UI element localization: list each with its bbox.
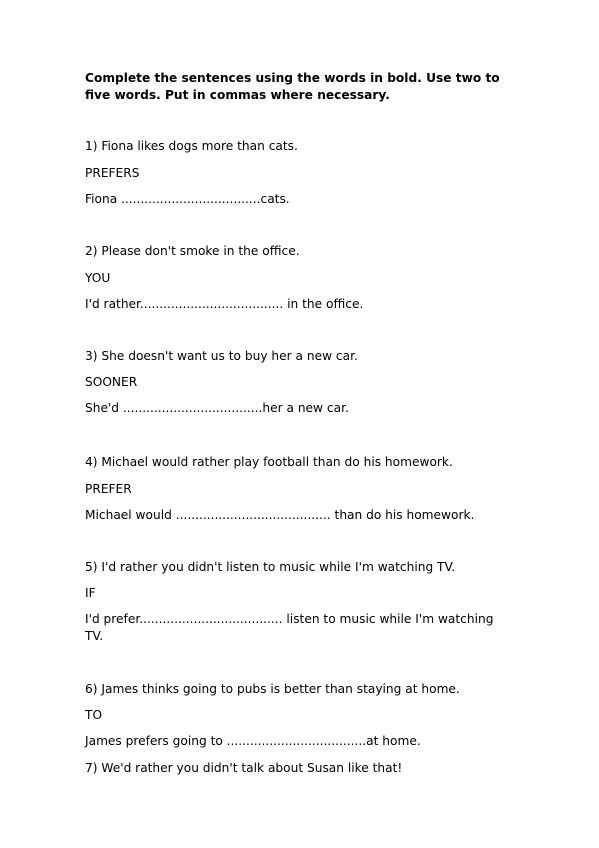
question-4-keyword: PREFER: [85, 482, 132, 496]
question-4-answer-line: Michael would ........................................ than do his homework.: [85, 508, 475, 522]
question-7-prompt: 7) We'd rather you didn't talk about Susan like that!: [85, 761, 403, 775]
question-3-keyword: SOONER: [85, 375, 138, 389]
question-3-answer-line: She'd ....................................her a new car.: [85, 401, 349, 415]
question-6-answer-line: James prefers going to ....................................at home.: [85, 734, 421, 748]
question-2-answer-line: I'd rather..................................... in the office.: [85, 297, 364, 311]
question-3-prompt: 3) She doesn't want us to buy her a new car.: [85, 349, 358, 363]
question-6-prompt: 6) James thinks going to pubs is better than staying at home.: [85, 682, 460, 696]
question-5-prompt: 5) I'd rather you didn't listen to music while I'm watching TV.: [85, 560, 456, 574]
question-5-keyword: IF: [85, 586, 96, 600]
question-1-answer-line: Fiona ....................................cats.: [85, 192, 290, 206]
question-5-answer-line: I'd prefer..................................... listen to music while I'm watching TV.: [85, 612, 494, 643]
question-1-keyword: PREFERS: [85, 166, 140, 180]
question-4-prompt: 4) Michael would rather play football than do his homework.: [85, 455, 453, 469]
instructions-text: Complete the sentences using the words in bold. Use two to five words. Put in commas where necessary.: [85, 71, 500, 102]
question-2-keyword: YOU: [85, 271, 111, 285]
question-1-prompt: 1) Fiona likes dogs more than cats.: [85, 139, 298, 153]
question-6-keyword: TO: [85, 708, 103, 722]
question-2-prompt: 2) Please don't smoke in the office.: [85, 244, 300, 258]
